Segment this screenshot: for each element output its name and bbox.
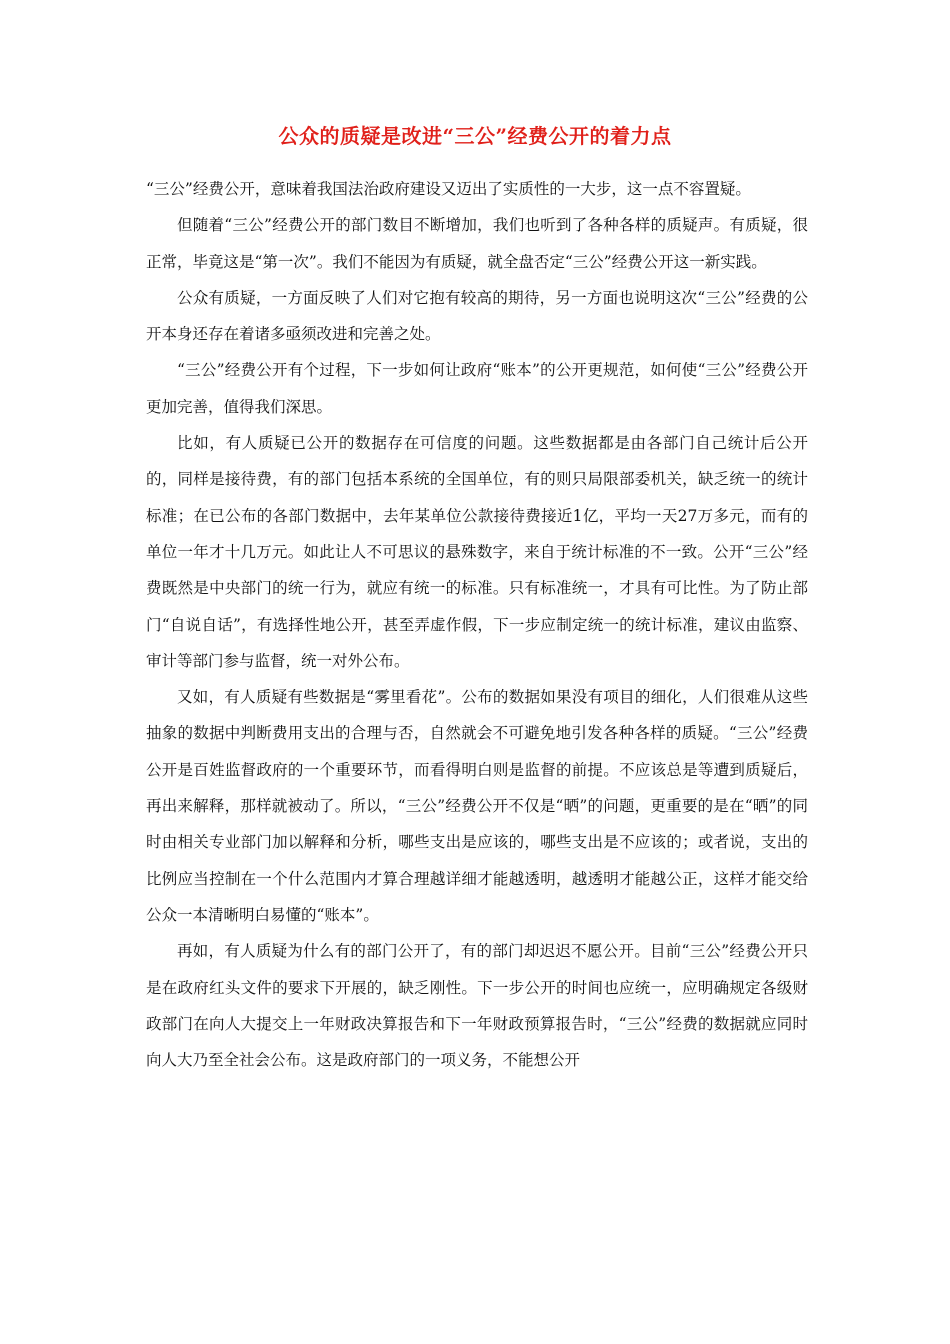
paragraph-3: 公众有质疑，一方面反映了人们对它抱有较高的期待，另一方面也说明这次“三公”经费的公开本身还存在着诸多亟须改进和完善之处。 <box>146 288 808 344</box>
article-body <box>146 171 808 1078</box>
paragraph-2: 但随着“三公”经费公开的部门数目不断增加，我们也听到了各种各样的质疑声。有质疑，很正常，毕竟这是“第一次”。我们不能因为有质疑，就全盘否定“三公”经费公开这一新实践。 <box>146 216 808 271</box>
paragraph-7: 再如，有人质疑为什么有的部门公开了，有的部门却迟迟不愿公开。目前“三公”经费公开只是在政府红头文件的要求下开展的，缺乏刚性。下一步公开的时间也应统一，应明确规定各级财政部门在向人大提交上一年财政决算报告和下一年财政预算报告时，“三公”经费的数据就应同时向人大乃至全社会公布。这是政府部门的一项义务，不能想公开 <box>146 942 808 1070</box>
paragraph-6: 又如，有人质疑有些数据是“雾里看花”。公布的数据如果没有项目的细化，人们很难从这些抽象的数据中判断费用支出的合理与否，自然就会不可避免地引发各种各样的质疑。“三公”经费公开是百姓监督政府的一个重要环节，而看得明白则是监督的前提。不应该总是等遭到质疑后，再出来解释，那样就被动了。所以，“三公”经费公开不仅是“晒”的问题，更重要的是在“晒”的同时由相关专业部门加以解释和分析，哪些支出是应该的，哪些支出是不应该的；或者说，支出的比例应当控制在一个什么范围内才算合理越详细才能越透明，越透明才能越公正，这样才能交给公众一本清晰明白易懂的“账本”。 <box>146 688 808 924</box>
paragraph-4: “三公”经费公开有个过程，下一步如何让政府“账本”的公开更规范，如何使“三公”经费公开更加完善，值得我们深思。 <box>146 361 808 416</box>
document-title: 公众的质疑是改进“三公”经费公开的着力点 <box>278 124 672 148</box>
paragraph-5: 比如，有人质疑已公开的数据存在可信度的问题。这些数据都是由各部门自己统计后公开的，同样是接待费，有的部门包括本系统的全国单位，有的则只局限部委机关，缺乏统一的统计标准；在已公布的各部门数据中，去年某单位公款接待费接近1亿，平均一天27万多元，而有的单位一年才十几万元。如此让人不可思议的悬殊数字，来自于统计标准的不一致。公开“三公”经费既然是中央部门的统一行为，就应有统一的标准。只有标准统一，才具有可比性。为了防止部门“自说自话”，有选择性地公开，甚至弄虚作假，下一步应制定统一的统计标准，建议由监察、审计等部门参与监督，统一对外公布。 <box>146 434 808 670</box>
paragraph-1: “三公”经费公开，意味着我国法治政府建设又迈出了实质性的一大步，这一点不容置疑。 <box>146 180 751 198</box>
